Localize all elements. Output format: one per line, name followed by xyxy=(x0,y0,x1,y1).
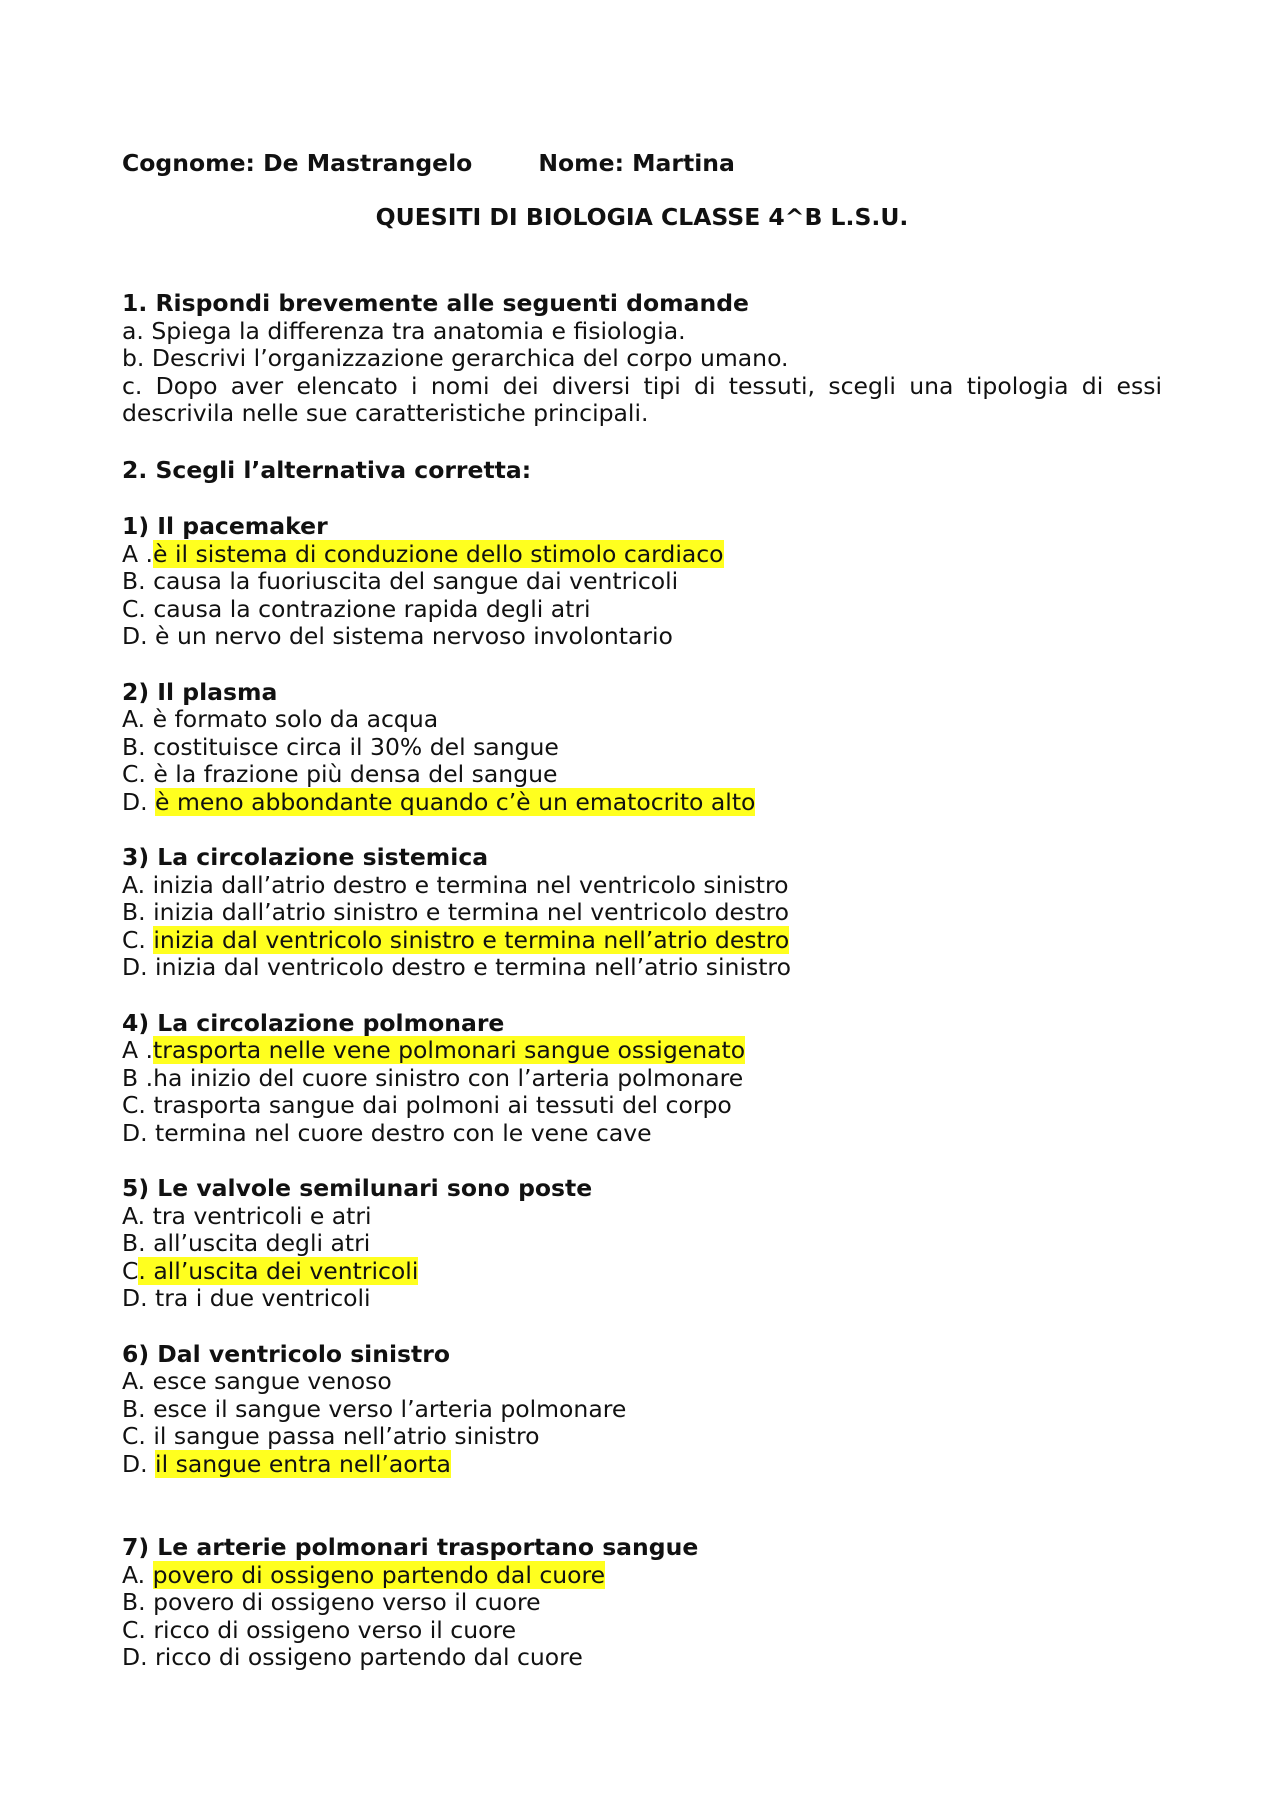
question-4-option-b: B .ha inizio del cuore sinistro con l’arteria polmonare xyxy=(122,1063,744,1092)
question-2-option-a: A. è formato solo da acqua xyxy=(122,705,439,733)
section-1-item-c: c. Dopo aver elencato i nomi dei diversi tipi di tessuti, scegli una tipologia di essi descrivila nelle sue caratteristiche principali. xyxy=(122,371,1162,427)
question-7 xyxy=(122,1534,1162,1672)
question-3-title: 3) La circolazione sistemica xyxy=(122,843,489,871)
question-7-title: 7) Le arterie polmonari trasportano sangue xyxy=(122,1533,699,1561)
question-5 xyxy=(122,1175,1162,1313)
question-6-option-c: C. il sangue passa nell’atrio sinistro xyxy=(122,1422,540,1450)
question-2-option-d: D. è meno abbondante quando c’è un ematocrito alto xyxy=(122,787,756,816)
question-3-option-c: C. inizia dal ventricolo sinistro e termina nell’atrio destro xyxy=(122,925,790,954)
question-7-option-c: C. ricco di ossigeno verso il cuore xyxy=(122,1615,517,1644)
question-5-option-a: A. tra ventricoli e atri xyxy=(122,1201,372,1230)
correct-answer-highlight: inizia dal ventricolo sinistro e termina nell’atrio destro xyxy=(153,925,790,954)
student-header xyxy=(122,150,1162,180)
question-7-option-b: B. povero di ossigeno verso il cuore xyxy=(122,1588,541,1616)
correct-answer-highlight: . all’uscita dei ventricoli xyxy=(138,1256,419,1285)
question-1 xyxy=(122,513,1162,651)
question-2-option-c: C. è la frazione più densa del sangue xyxy=(122,760,558,788)
question-1-title: 1) Il pacemaker xyxy=(122,512,328,540)
question-5-option-d: D. tra i due ventricoli xyxy=(122,1284,371,1312)
question-3 xyxy=(122,844,1162,982)
correct-answer-highlight: il sangue entra nell’aorta xyxy=(155,1449,451,1478)
question-6-option-d: D. il sangue entra nell’aorta xyxy=(122,1449,451,1478)
question-6-title: 6) Dal ventricolo sinistro xyxy=(122,1339,450,1368)
name-label: Nome: Martina xyxy=(538,149,735,177)
question-4-title: 4) La circolazione polmonare xyxy=(122,1008,505,1037)
question-4-option-a: A .trasporta nelle vene polmonari sangue ossigenato xyxy=(122,1036,746,1064)
question-6-option-a: A. esce sangue venoso xyxy=(122,1367,392,1395)
question-1-option-b: B. causa la fuoriuscita del sangue dai ventricoli xyxy=(122,567,679,595)
question-5-title: 5) Le valvole semilunari sono poste xyxy=(122,1174,593,1202)
section-2-heading: 2. Scegli l’alternativa corretta: xyxy=(122,455,532,484)
question-2-title: 2) Il plasma xyxy=(122,677,278,706)
surname-label: Cognome: De Mastrangelo xyxy=(122,149,473,177)
section-1-item-a: a. Spiega la differenza tra anatomia e fisiologia. xyxy=(122,316,686,345)
correct-answer-highlight: povero di ossigeno partendo dal cuore xyxy=(152,1560,606,1589)
section-1-heading: 1. Rispondi brevemente alle seguenti domande xyxy=(122,289,749,317)
question-4 xyxy=(122,1010,1162,1148)
section-1-item-b: b. Descrivi l’organizzazione gerarchica del corpo umano. xyxy=(122,344,789,372)
question-4-option-c: C. trasporta sangue dai polmoni ai tessuti del corpo xyxy=(122,1091,732,1119)
question-5-option-b: B. all’uscita degli atri xyxy=(122,1229,371,1257)
question-1-option-d: D. è un nervo del sistema nervoso involontario xyxy=(122,622,673,650)
question-3-option-a: A. inizia dall’atrio destro e termina nel ventricolo sinistro xyxy=(122,870,789,899)
question-7-option-a: A. povero di ossigeno partendo dal cuore xyxy=(122,1560,606,1589)
question-7-option-d: D. ricco di ossigeno partendo dal cuore xyxy=(122,1643,583,1671)
question-1-option-c: C. causa la contrazione rapida degli atri xyxy=(122,594,591,623)
question-6 xyxy=(122,1341,1162,1479)
correct-answer-highlight: è meno abbondante quando c’è un ematocrito alto xyxy=(155,787,756,816)
question-4-option-d: D. termina nel cuore destro con le vene cave xyxy=(122,1118,652,1147)
question-5-option-c: C. all’uscita dei ventricoli xyxy=(122,1256,419,1285)
correct-answer-highlight: è il sistema di conduzione dello stimolo cardiaco xyxy=(153,539,724,568)
question-6-option-b: B. esce il sangue verso l’arteria polmonare xyxy=(122,1394,627,1423)
document-title: QUESITI DI BIOLOGIA CLASSE 4^B L.S.U. xyxy=(375,203,909,231)
question-2-option-b: B. costituisce circa il 30% del sangue xyxy=(122,732,559,761)
correct-answer-highlight: trasporta nelle vene polmonari sangue ossigenato xyxy=(153,1036,746,1064)
question-3-option-b: B. inizia dall’atrio sinistro e termina nel ventricolo destro xyxy=(122,898,789,926)
question-2 xyxy=(122,679,1162,817)
question-3-option-d: D. inizia dal ventricolo destro e termina nell’atrio sinistro xyxy=(122,953,791,981)
question-1-option-a: A .è il sistema di conduzione dello stimolo cardiaco xyxy=(122,539,724,568)
